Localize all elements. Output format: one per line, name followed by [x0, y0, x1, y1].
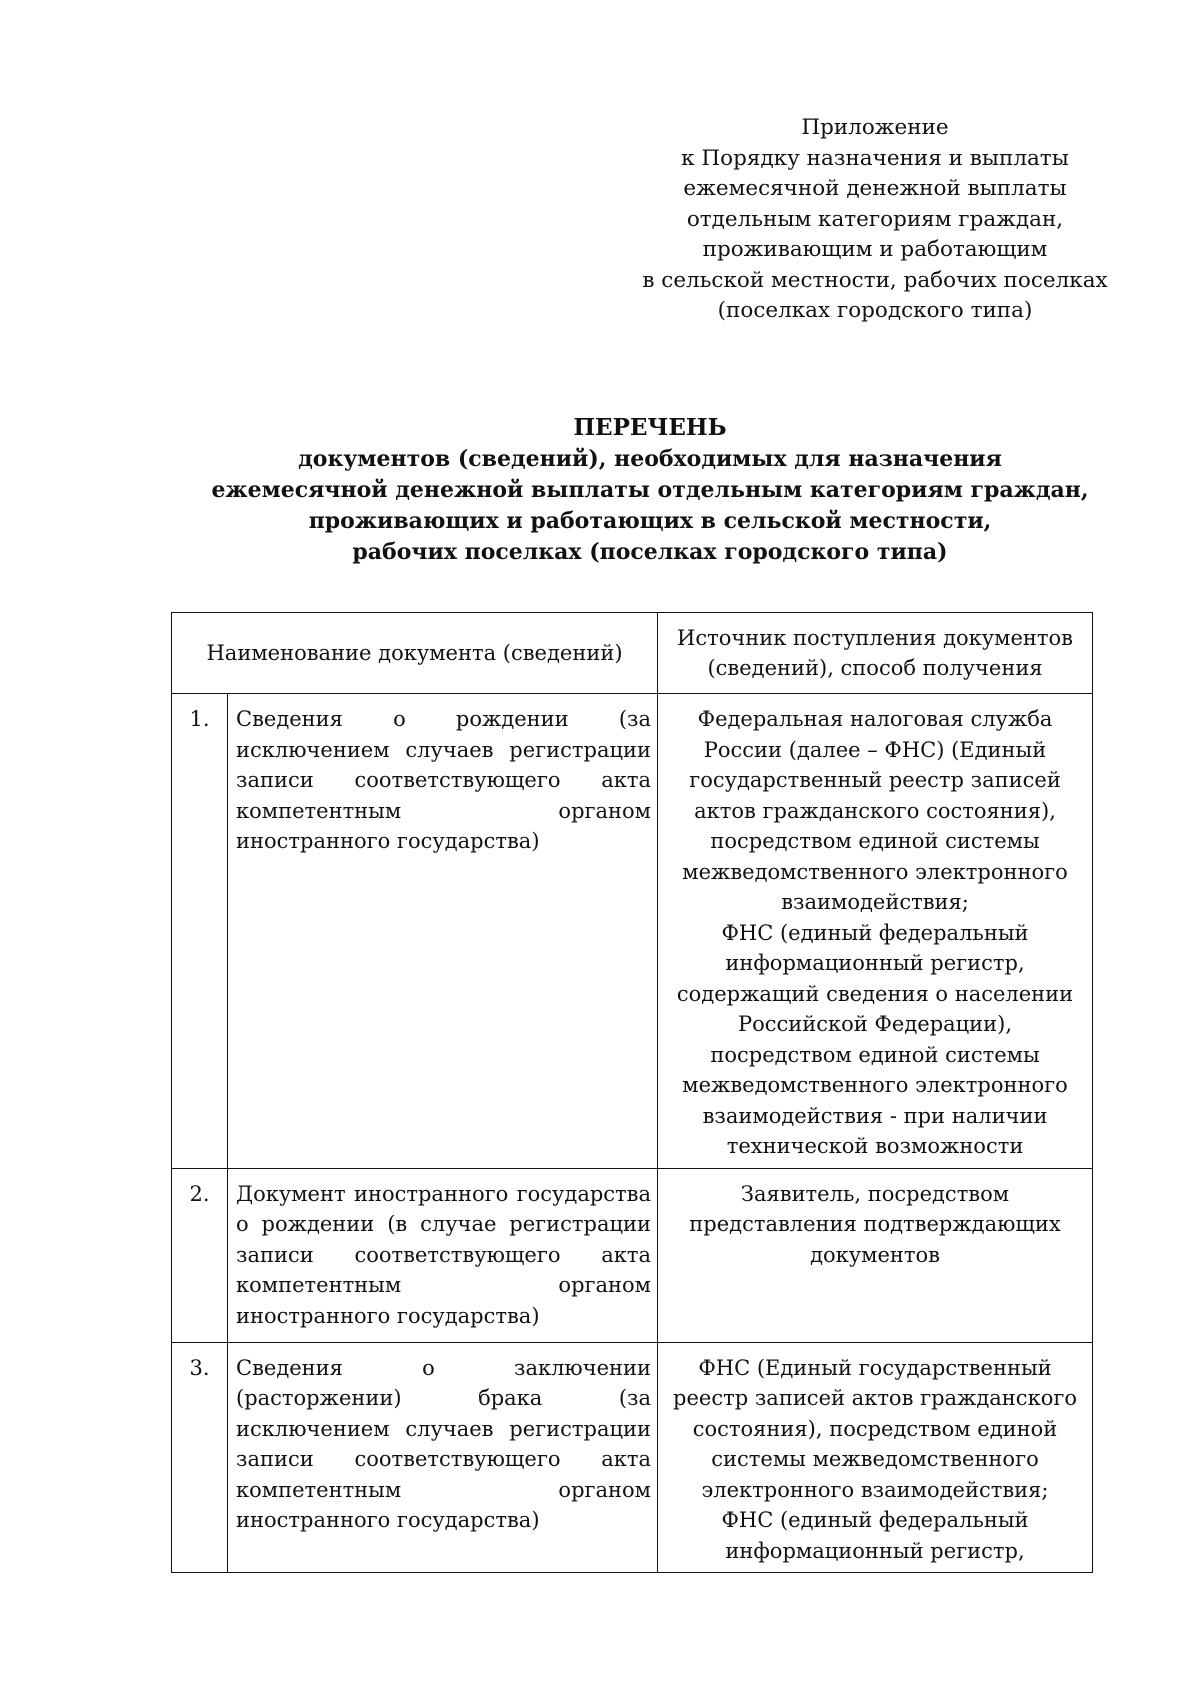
title-line: документов (сведений), необходимых для назначения — [298, 446, 1002, 472]
document-name-line: о рождении (в случае регистрации — [236, 1212, 652, 1236]
source-line: представления подтверждающих — [689, 1212, 1061, 1236]
documents-table — [171, 612, 1093, 1573]
appendix-line: отдельным категориям граждан, — [686, 206, 1064, 232]
source-line: посредством единой системы — [710, 1042, 1040, 1067]
source-line: взаимодействия; — [781, 890, 969, 914]
source-line: России (далее – ФНС) (Единый — [703, 737, 1047, 762]
appendix-line: Приложение — [801, 115, 949, 140]
source-line: документов — [810, 1242, 940, 1267]
source-line: ФНС (единый федеральный — [721, 1508, 1029, 1532]
table-header-row — [172, 613, 1093, 694]
source-line: Федеральная налоговая служба — [697, 707, 1053, 731]
appendix-line: ежемесячной денежной выплаты — [683, 176, 1067, 201]
source-line: межведомственного электронного — [682, 859, 1068, 884]
document-name-cell — [228, 1168, 658, 1342]
document-name-line: компетентным органом — [236, 1273, 652, 1297]
document-title — [150, 412, 1150, 568]
source-line: Российской Федерации), — [737, 1012, 1013, 1036]
source-line: государственный реестр записей — [689, 768, 1061, 792]
document-name-line: исключением случаев регистрации — [236, 737, 652, 762]
source-line: информационный регистр, — [725, 1538, 1025, 1563]
title-line: рабочих поселках (поселках городского типа) — [352, 539, 948, 565]
document-name-line: записи соответствующего акта — [236, 1242, 652, 1267]
document-name-line: Сведения о заключении — [236, 1355, 652, 1380]
header-source: Источник поступления документов (сведений), способ получения — [658, 613, 1093, 694]
appendix-line: проживающим и работающим — [702, 237, 1048, 262]
document-name-line: Сведения о рождении (за — [236, 707, 652, 731]
source-line: состояния), посредством единой — [692, 1416, 1058, 1441]
appendix-header — [640, 113, 1110, 327]
source-cell — [658, 694, 1093, 1169]
document-name-line: Документ иностранного государства — [236, 1181, 652, 1206]
source-line: информационный регистр, — [725, 951, 1025, 975]
document-name-cell — [228, 1342, 658, 1573]
document-name-cell — [228, 694, 658, 1169]
appendix-line: в сельской местности, рабочих поселках — [642, 267, 1108, 293]
source-cell — [658, 1342, 1093, 1573]
source-line: Заявитель, посредством — [740, 1181, 1010, 1206]
source-line: системы межведомственного — [711, 1447, 1039, 1471]
source-line: содержащий сведения о населении — [676, 981, 1074, 1006]
row-number: 1. — [172, 694, 228, 1169]
document-name-line: (расторжении) брака (за — [236, 1386, 652, 1410]
title-line: ежемесячной денежной выплаты отдельным категориям граждан, — [211, 477, 1089, 503]
document-name-line: компетентным органом — [236, 1477, 652, 1502]
document-name-line: иностранного государства) — [236, 1508, 540, 1532]
document-name-line: компетентным органом — [236, 798, 652, 823]
source-line: электронного взаимодействия; — [701, 1477, 1049, 1502]
source-line: ФНС (единый федеральный — [721, 920, 1029, 945]
row-number: 2. — [172, 1168, 228, 1342]
source-line: межведомственного электронного — [682, 1073, 1068, 1097]
source-line: технической возможности — [726, 1134, 1024, 1158]
row-number: 3. — [172, 1342, 228, 1573]
title-line: проживающих и работающих в сельской местности, — [308, 508, 992, 534]
document-name-line: исключением случаев регистрации — [236, 1416, 652, 1441]
document-name-line: иностранного государства) — [236, 1303, 540, 1328]
document-name-line: иностранного государства) — [236, 829, 540, 853]
source-line: актов гражданского состояния), — [694, 798, 1056, 823]
title-main: ПЕРЕЧЕНЬ — [573, 414, 727, 441]
appendix-line: (поселках городского типа) — [717, 298, 1033, 323]
source-line: реестр записей актов гражданского — [673, 1386, 1077, 1410]
source-line: взаимодействия - при наличии — [702, 1103, 1048, 1128]
source-line: посредством единой системы — [710, 829, 1040, 853]
table-row — [172, 694, 1093, 1169]
source-line: ФНС (Единый государственный — [698, 1355, 1052, 1380]
table-row — [172, 1168, 1093, 1342]
table-row — [172, 1342, 1093, 1573]
document-name-line: записи соответствующего акта — [236, 1447, 652, 1471]
document-name-line: записи соответствующего акта — [236, 768, 652, 792]
header-document-name: Наименование документа (сведений) — [172, 613, 658, 694]
source-cell — [658, 1168, 1093, 1342]
appendix-line: к Порядку назначения и выплаты — [681, 145, 1069, 171]
